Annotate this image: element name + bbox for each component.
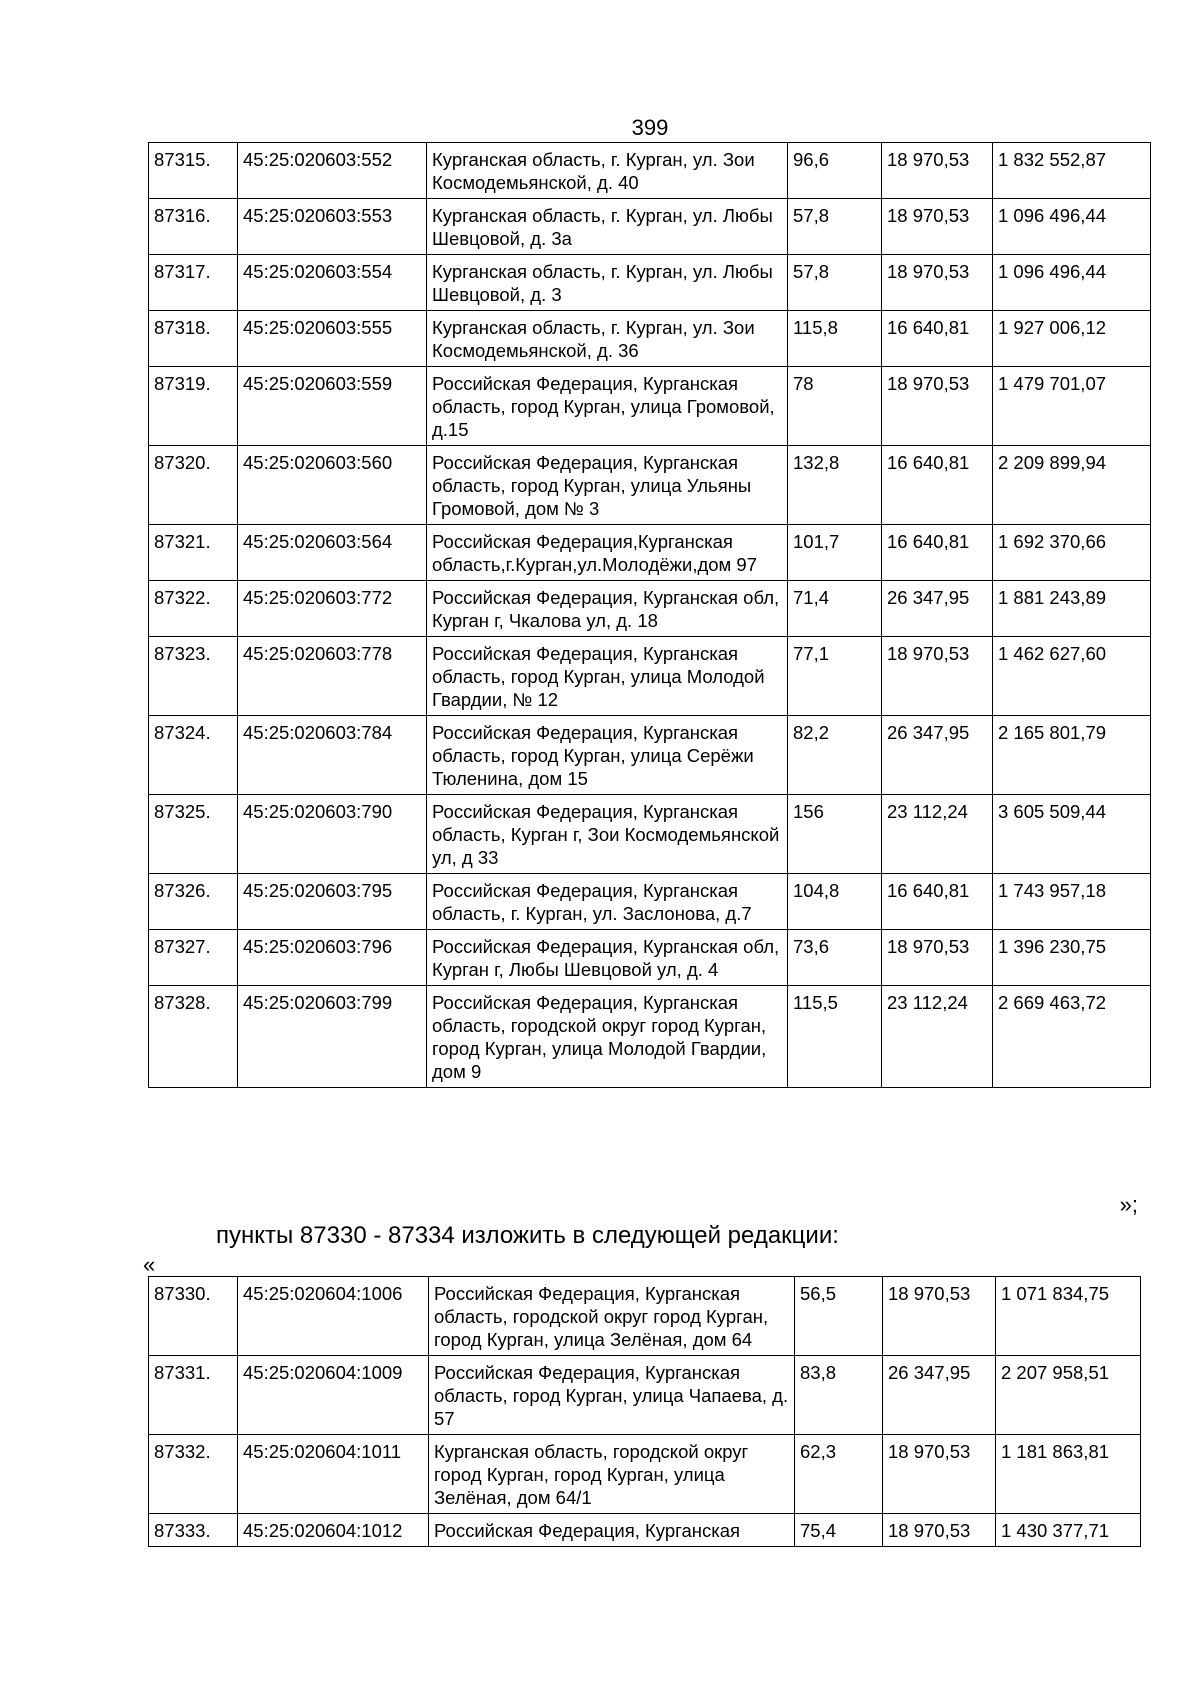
cell-area: 156 xyxy=(788,795,882,874)
cell-address: Российская Федерация, Курганская обл, Курган г, Любы Шевцовой ул, д. 4 xyxy=(427,930,788,986)
cell-address: Курганская область, г. Курган, ул. Любы Шевцовой, д. 3 xyxy=(427,255,788,311)
cell-rate: 16 640,81 xyxy=(882,311,993,367)
cell-num: 87330. xyxy=(149,1277,238,1356)
cell-rate: 23 112,24 xyxy=(882,795,993,874)
cell-rate: 18 970,53 xyxy=(882,143,993,199)
cell-area: 83,8 xyxy=(795,1356,883,1435)
cell-num: 87328. xyxy=(149,986,238,1088)
cell-cadastral: 45:25:020603:795 xyxy=(238,874,427,930)
cell-address: Российская Федерация, Курганская область, город Курган, улица Ульяны Громовой, дом № 3 xyxy=(427,446,788,525)
cell-value: 1 430 377,71 xyxy=(996,1514,1141,1547)
cell-rate: 18 970,53 xyxy=(883,1277,996,1356)
cell-address: Российская Федерация,Курганская область,г.Курган,ул.Молодёжи,дом 97 xyxy=(427,525,788,581)
cell-cadastral: 45:25:020603:778 xyxy=(238,637,427,716)
cell-value: 1 181 863,81 xyxy=(996,1435,1141,1514)
cell-rate: 16 640,81 xyxy=(882,446,993,525)
cell-cadastral: 45:25:020603:790 xyxy=(238,795,427,874)
cell-rate: 18 970,53 xyxy=(882,255,993,311)
cell-num: 87326. xyxy=(149,874,238,930)
cell-address: Курганская область, г. Курган, ул. Любы Шевцовой, д. 3а xyxy=(427,199,788,255)
cell-num: 87323. xyxy=(149,637,238,716)
cell-rate: 18 970,53 xyxy=(882,367,993,446)
table-row xyxy=(149,1277,1141,1356)
table-row xyxy=(149,874,1151,930)
table-row xyxy=(149,637,1151,716)
cell-area: 96,6 xyxy=(788,143,882,199)
cadastral-table-1 xyxy=(148,142,1151,1088)
cell-rate: 18 970,53 xyxy=(883,1435,996,1514)
cell-address: Курганская область, г. Курган, ул. Зои Космодемьянской, д. 40 xyxy=(427,143,788,199)
cell-value: 2 207 958,51 xyxy=(996,1356,1141,1435)
cell-address: Российская Федерация, Курганская область, Курган г, Зои Космодемьянской ул, д 33 xyxy=(427,795,788,874)
table-row xyxy=(149,255,1151,311)
cell-value: 1 396 230,75 xyxy=(993,930,1151,986)
table-row xyxy=(149,930,1151,986)
cell-num: 87316. xyxy=(149,199,238,255)
cell-rate: 26 347,95 xyxy=(882,716,993,795)
cell-address: Российская Федерация, Курганская область, город Курган, улица Молодой Гвардии, № 12 xyxy=(427,637,788,716)
cell-address: Российская Федерация, Курганская область, городской округ город Курган, город Курган, улица Молодой Гвардии, дом 9 xyxy=(427,986,788,1088)
cell-num: 87324. xyxy=(149,716,238,795)
cell-address: Российская Федерация, Курганская область, город Курган, улица Серёжи Тюленина, дом 15 xyxy=(427,716,788,795)
table-row xyxy=(149,199,1151,255)
cell-address: Российская Федерация, Курганская область, г. Курган, ул. Заслонова, д.7 xyxy=(427,874,788,930)
cell-address: Российская Федерация, Курганская область, город Курган, улица Чапаева, д. 57 xyxy=(429,1356,795,1435)
table-row xyxy=(149,311,1151,367)
table-row xyxy=(149,1356,1141,1435)
cell-rate: 26 347,95 xyxy=(883,1356,996,1435)
cell-area: 57,8 xyxy=(788,255,882,311)
table-row xyxy=(149,1435,1141,1514)
table-row xyxy=(149,716,1151,795)
cell-value: 1 743 957,18 xyxy=(993,874,1151,930)
cell-num: 87320. xyxy=(149,446,238,525)
cell-num: 87318. xyxy=(149,311,238,367)
closing-quote: »; xyxy=(1119,1192,1138,1217)
cell-value: 1 927 006,12 xyxy=(993,311,1151,367)
cell-value: 2 165 801,79 xyxy=(993,716,1151,795)
cell-cadastral: 45:25:020603:772 xyxy=(238,581,427,637)
cell-rate: 16 640,81 xyxy=(882,874,993,930)
cell-cadastral: 45:25:020603:796 xyxy=(238,930,427,986)
cell-area: 75,4 xyxy=(795,1514,883,1547)
cell-cadastral: 45:25:020603:555 xyxy=(238,311,427,367)
table-row xyxy=(149,795,1151,874)
cell-area: 101,7 xyxy=(788,525,882,581)
cell-cadastral: 45:25:020603:560 xyxy=(238,446,427,525)
cell-area: 71,4 xyxy=(788,581,882,637)
cell-cadastral: 45:25:020603:553 xyxy=(238,199,427,255)
cell-num: 87331. xyxy=(149,1356,238,1435)
cell-area: 115,5 xyxy=(788,986,882,1088)
cell-num: 87319. xyxy=(149,367,238,446)
table-row xyxy=(149,1514,1141,1547)
cell-value: 1 479 701,07 xyxy=(993,367,1151,446)
cell-address: Российская Федерация, Курганская xyxy=(429,1514,795,1547)
cell-rate: 18 970,53 xyxy=(882,637,993,716)
cell-cadastral: 45:25:020603:552 xyxy=(238,143,427,199)
opening-quote: « xyxy=(143,1252,156,1277)
cell-area: 62,3 xyxy=(795,1435,883,1514)
page-number: 399 xyxy=(631,115,669,140)
cell-num: 87322. xyxy=(149,581,238,637)
cell-area: 82,2 xyxy=(788,716,882,795)
cell-value: 1 071 834,75 xyxy=(996,1277,1141,1356)
cell-cadastral: 45:25:020604:1009 xyxy=(238,1356,429,1435)
cell-area: 104,8 xyxy=(788,874,882,930)
cell-address: Российская Федерация, Курганская обл, Курган г, Чкалова ул, д. 18 xyxy=(427,581,788,637)
cell-num: 87315. xyxy=(149,143,238,199)
cadastral-table-2 xyxy=(148,1276,1141,1547)
cell-value: 2 209 899,94 xyxy=(993,446,1151,525)
cell-address: Российская Федерация, Курганская область, городской округ город Курган, город Курган, улица Зелёная, дом 64 xyxy=(429,1277,795,1356)
cell-num: 87325. xyxy=(149,795,238,874)
table-row xyxy=(149,367,1151,446)
cell-address: Курганская область, г. Курган, ул. Зои Космодемьянской, д. 36 xyxy=(427,311,788,367)
cell-num: 87332. xyxy=(149,1435,238,1514)
table-row xyxy=(149,143,1151,199)
cell-area: 77,1 xyxy=(788,637,882,716)
cell-cadastral: 45:25:020603:564 xyxy=(238,525,427,581)
cell-rate: 18 970,53 xyxy=(882,930,993,986)
cell-cadastral: 45:25:020604:1012 xyxy=(238,1514,429,1547)
cell-cadastral: 45:25:020603:784 xyxy=(238,716,427,795)
cell-value: 1 881 243,89 xyxy=(993,581,1151,637)
cell-cadastral: 45:25:020604:1011 xyxy=(238,1435,429,1514)
table-row xyxy=(149,446,1151,525)
cell-cadastral: 45:25:020603:799 xyxy=(238,986,427,1088)
cell-rate: 18 970,53 xyxy=(883,1514,996,1547)
cell-value: 1 096 496,44 xyxy=(993,255,1151,311)
cell-value: 1 692 370,66 xyxy=(993,525,1151,581)
cell-address: Российская Федерация, Курганская область, город Курган, улица Громовой, д.15 xyxy=(427,367,788,446)
cell-num: 87317. xyxy=(149,255,238,311)
cell-area: 57,8 xyxy=(788,199,882,255)
cell-cadastral: 45:25:020603:554 xyxy=(238,255,427,311)
cell-cadastral: 45:25:020603:559 xyxy=(238,367,427,446)
cell-area: 115,8 xyxy=(788,311,882,367)
cell-rate: 16 640,81 xyxy=(882,525,993,581)
cell-area: 78 xyxy=(788,367,882,446)
cell-rate: 26 347,95 xyxy=(882,581,993,637)
cell-area: 73,6 xyxy=(788,930,882,986)
cell-area: 56,5 xyxy=(795,1277,883,1356)
cell-value: 1 096 496,44 xyxy=(993,199,1151,255)
instruction-text: пункты 87330 - 87334 изложить в следующей редакции: xyxy=(216,1222,839,1249)
cell-rate: 18 970,53 xyxy=(882,199,993,255)
cell-value: 1 832 552,87 xyxy=(993,143,1151,199)
cell-num: 87321. xyxy=(149,525,238,581)
cell-area: 132,8 xyxy=(788,446,882,525)
table-row xyxy=(149,525,1151,581)
cell-num: 87327. xyxy=(149,930,238,986)
cell-address: Курганская область, городской округ город Курган, город Курган, улица Зелёная, дом 64/1 xyxy=(429,1435,795,1514)
table-row xyxy=(149,581,1151,637)
cell-cadastral: 45:25:020604:1006 xyxy=(238,1277,429,1356)
cell-value: 1 462 627,60 xyxy=(993,637,1151,716)
cell-rate: 23 112,24 xyxy=(882,986,993,1088)
cell-num: 87333. xyxy=(149,1514,238,1547)
cell-value: 2 669 463,72 xyxy=(993,986,1151,1088)
table-row xyxy=(149,986,1151,1088)
cell-value: 3 605 509,44 xyxy=(993,795,1151,874)
